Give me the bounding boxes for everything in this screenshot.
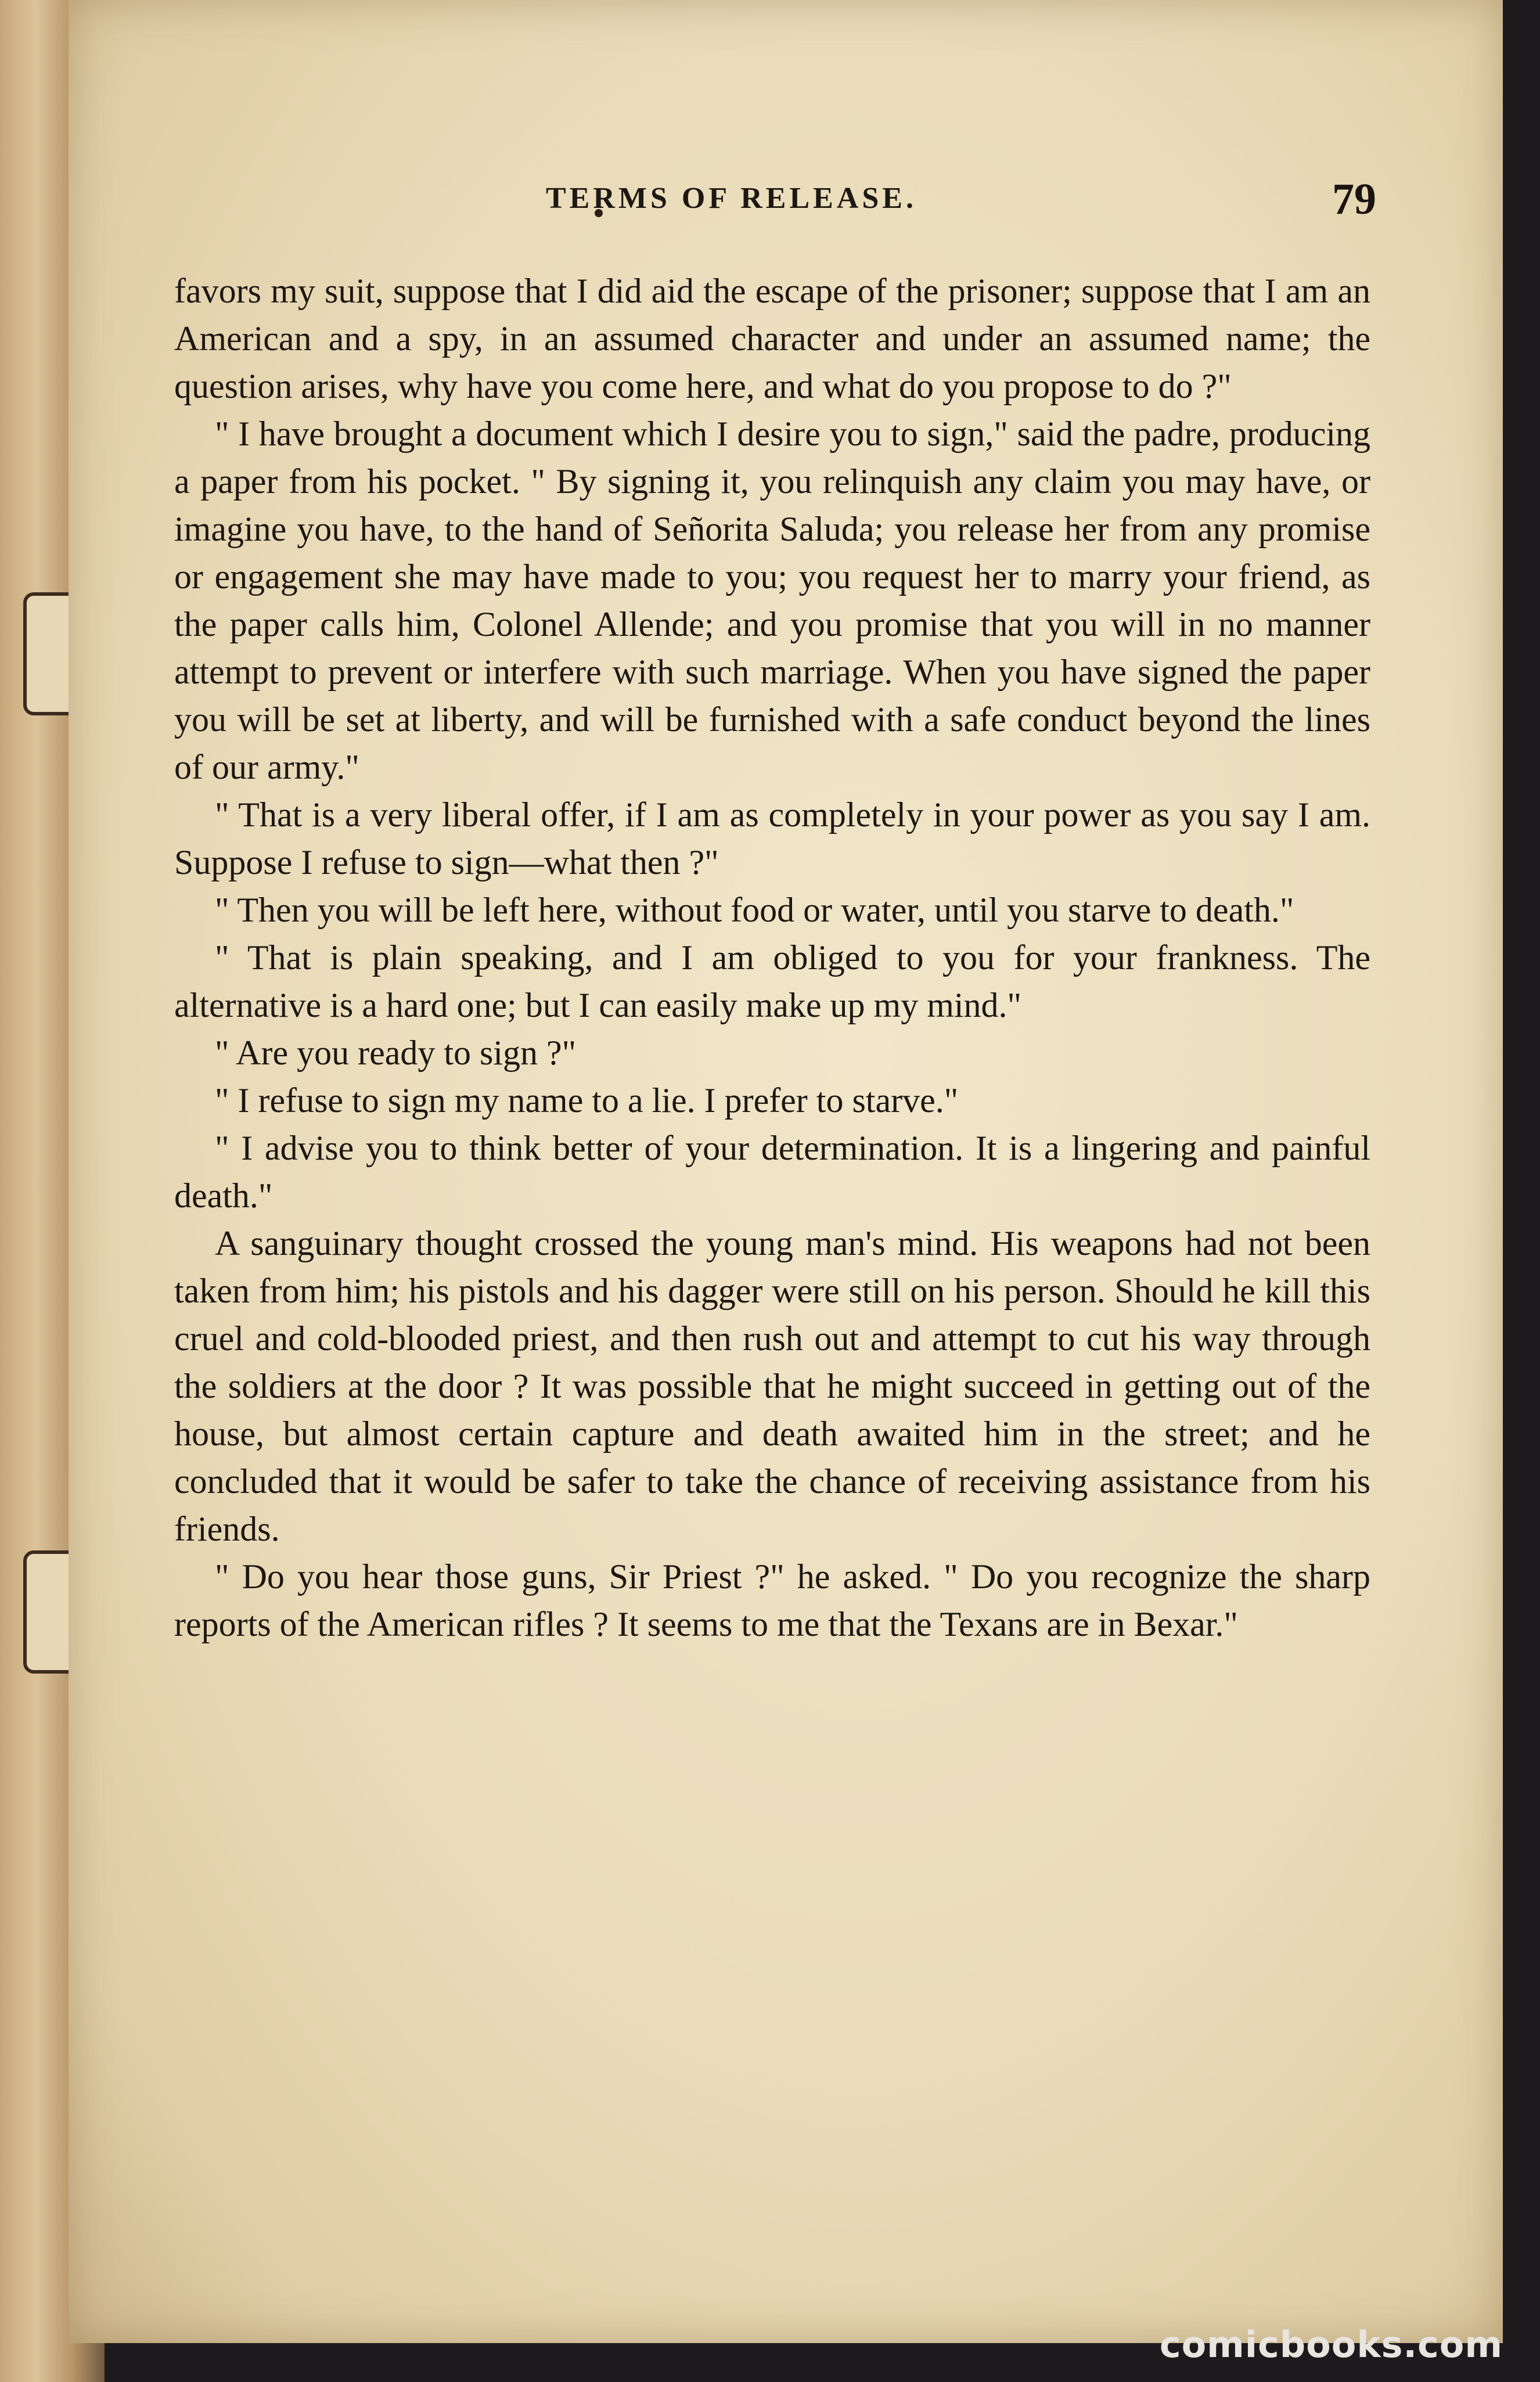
paragraph: favors my suit, suppose that I did aid the escape of the prisoner; suppose that I am an American and a spy, in an assumed character and under an assumed name; the question arises, why have you come here, and what do you propose to do ?" [174,272,1370,405]
paragraph: " That is a very liberal offer, if I am as completely in your power as you say I am. Suppose I refuse to sign—what then ?" [174,796,1370,881]
paragraph: " I advise you to think better of your determination. It is a lingering and painful death." [174,1129,1370,1215]
paragraph: " That is plain speaking, and I am obliged to you for your frankness. The alternative is a hard one; but I can easily make up my mind." [174,938,1370,1024]
paragraph: " I have brought a document which I desire you to sign," said the padre, producing a paper from his pocket. " By signing it, you relinquish any claim you may have, or imagine you have, to the hand of Señorita Saluda; you release her from any promise or engagement she may have made to you; you request her to marry your friend, as the paper calls him, Colonel Allende; and you promise that you will in no manner attempt to prevent or interfere with such marriage. When you have signed the paper you will be set at liberty, and will be furnished with a safe conduct beyond the lines of our army." [174,415,1370,786]
running-head: TERMS OF RELEASE. [546,182,917,215]
paragraph: " I refuse to sign my name to a lie. I prefer to starve." [215,1081,959,1120]
body-text [174,267,1370,1648]
watermark: comicbooks.com [1159,2323,1503,2366]
paragraph: A sanguinary thought crossed the young man's mind. His weapons had not been taken from him; his pistols and his dagger were still on his person. Should he kill this cruel and cold-blooded priest, and then rush out and attempt to cut his way through the soldiers at the door ? It was possible that he might succeed in getting out of the house, but almost certain capture and death awaited him in the street; and he concluded that it would be safer to take the chance of receiving assistance from his friends. [174,1224,1370,1548]
page-number: 79 [1332,175,1376,224]
paragraph: " Are you ready to sign ?" [215,1034,577,1072]
paragraph: " Then you will be left here, without food or water, until you starve to death." [215,891,1294,929]
paragraph: " Do you hear those guns, Sir Priest ?" he asked. " Do you recognize the sharp reports of the American rifles ? It seems to me that the Texans are in Bexar." [174,1557,1370,1643]
